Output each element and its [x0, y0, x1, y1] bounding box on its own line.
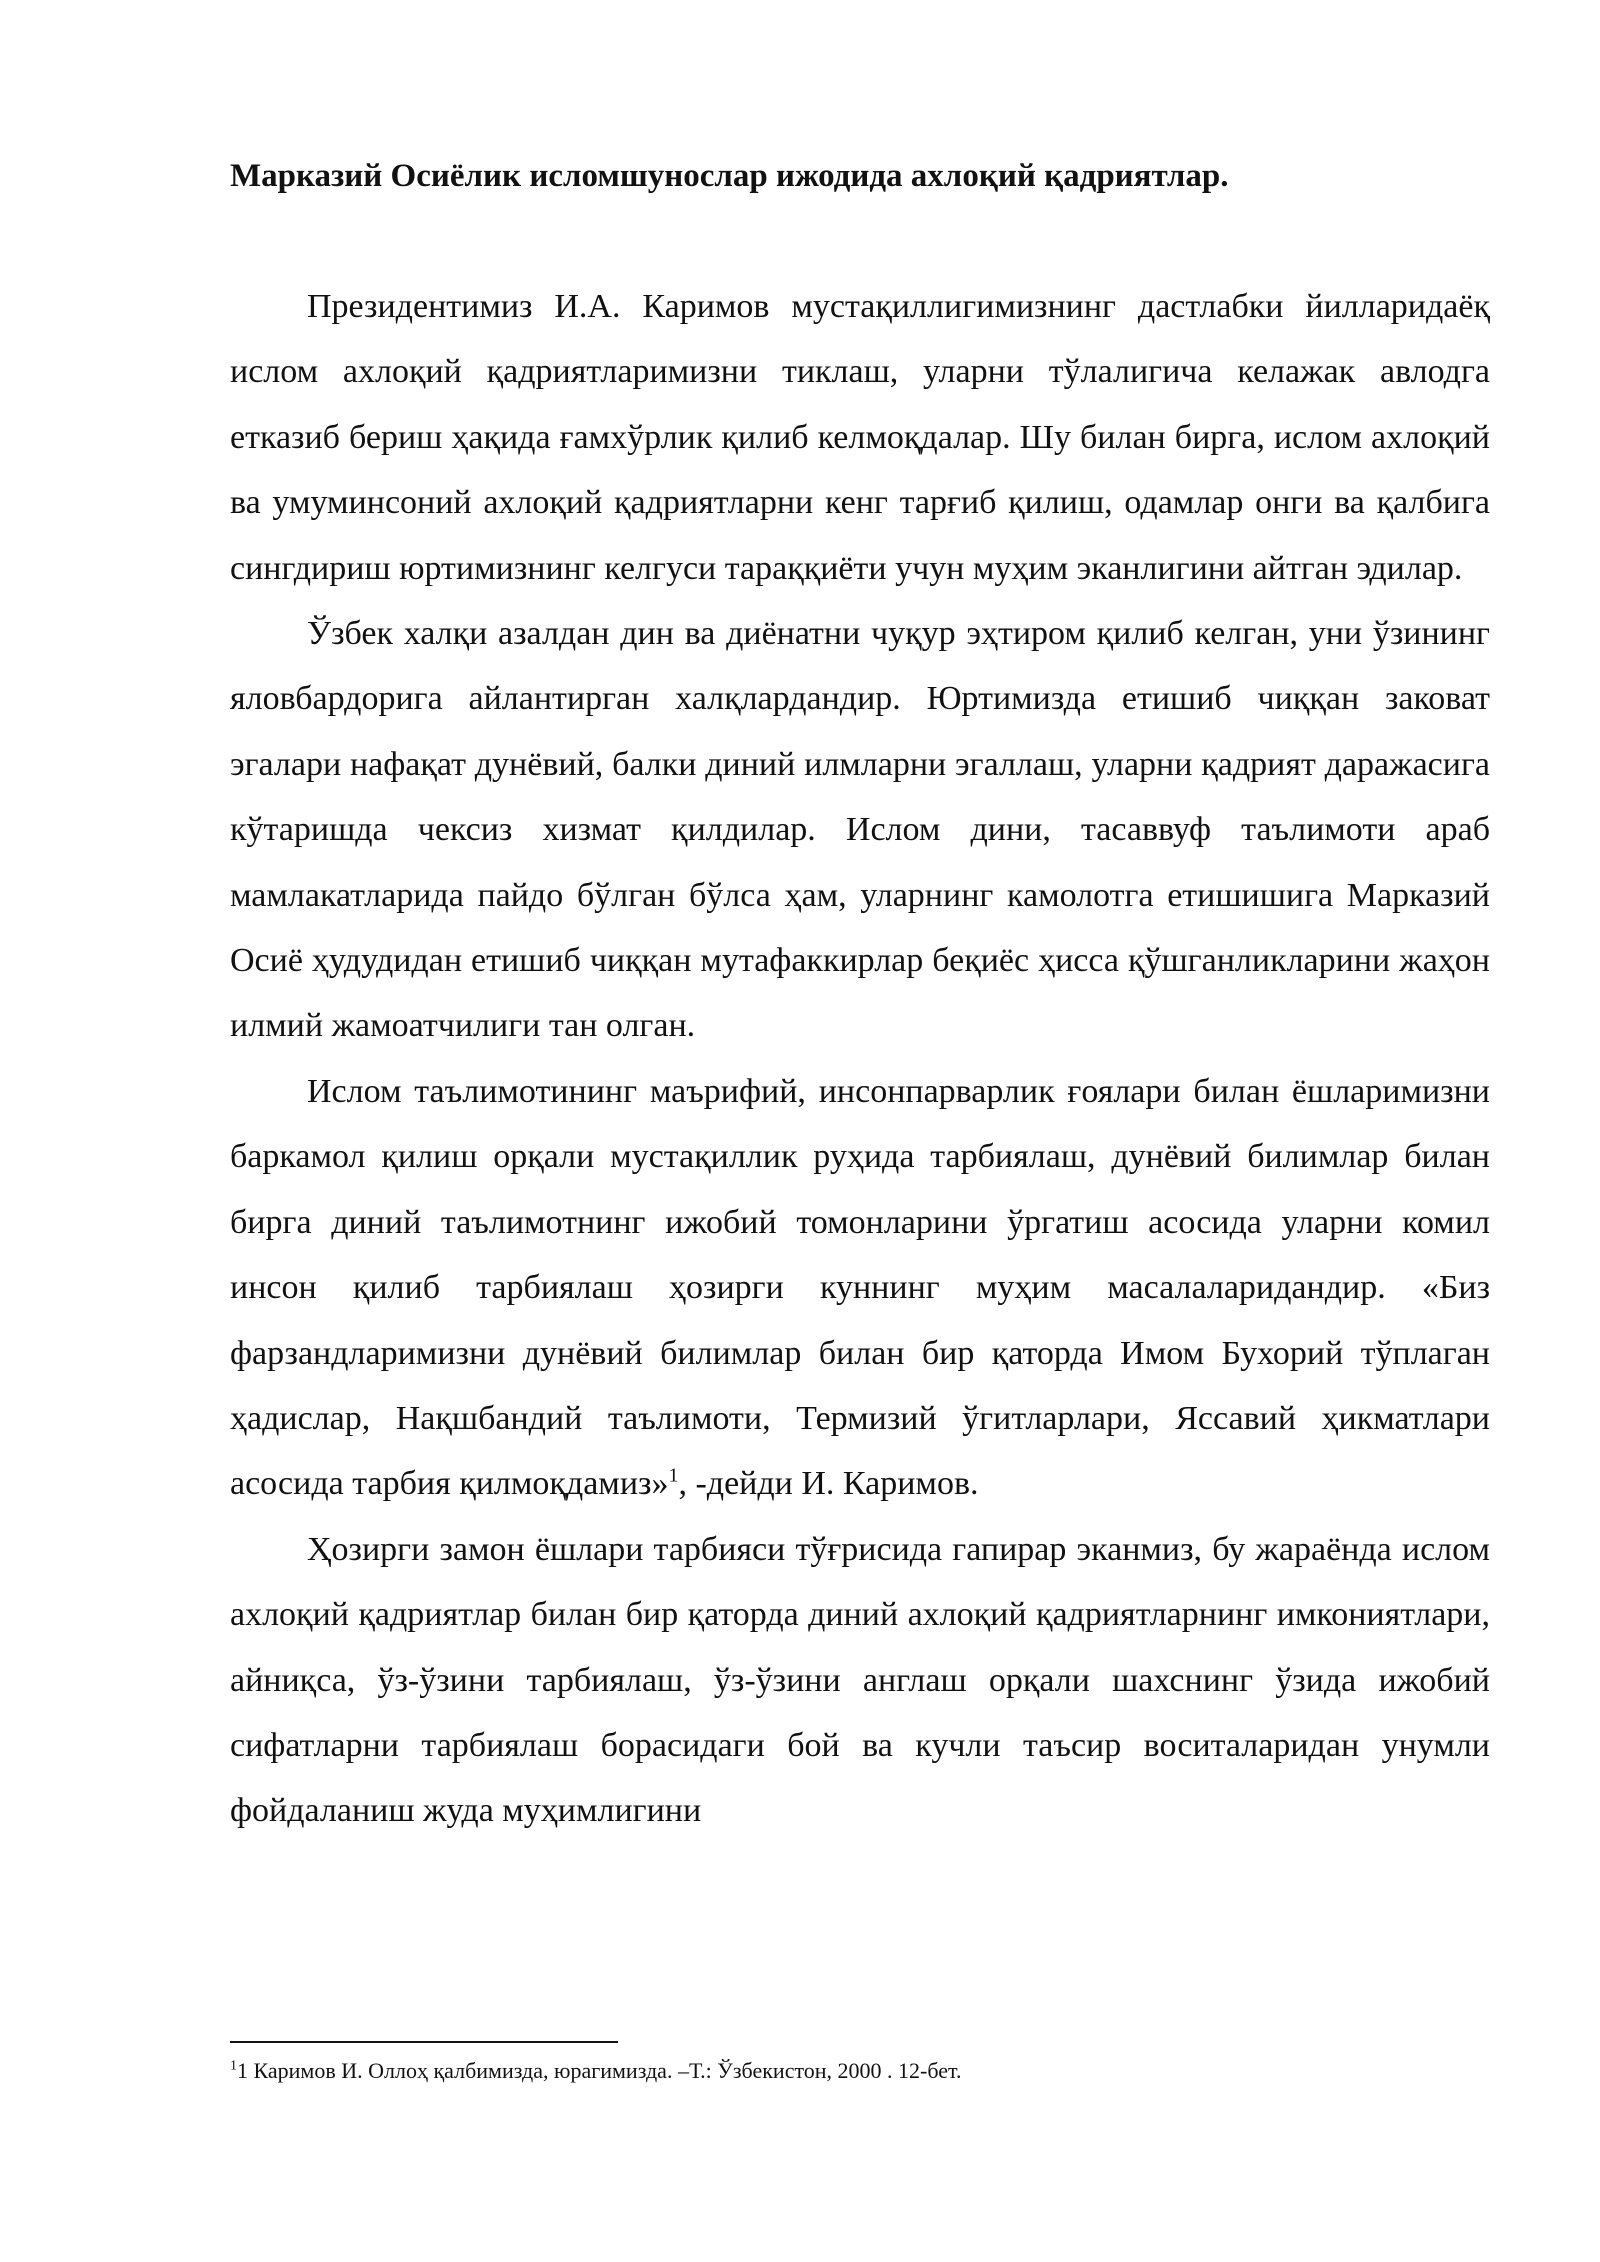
footnote-reference[interactable]: 1 — [668, 1464, 679, 1487]
paragraph-2: Ўзбек халқи азалдан дин ва диёнатни чуқур эҳтиром қилиб келган, уни ўзининг яловбардорига айлантирган халқлардандир. Юртимизда етишиб чиққан заковат эгалари нафақат дунёвий, балки диний илмларни эгаллаш, уларни қадрият даражасига кўтаришда чексиз хизмат қилдилар. Ислом дини, тасаввуф таълимоти араб мамлакатларида пайдо бўлган бўлса ҳам, уларнинг камолотга етишишига Марказий Осиё ҳудудидан етишиб чиққан мутафаккирлар беқиёс ҳисса қўшганликларини жаҳон илмий жамоатчилиги тан олган. — [230, 615, 1490, 1045]
paragraph-3-text: Ислом таълимотининг маърифий, инсонпарварлик ғоялари билан ёшларимизни баркамол қилиш орқали мустақиллик руҳида тарбиялаш, дунёвий билимлар билан бирга диний таълимотнинг ижобий томонларини ўргатиш асосида уларни комил инсон қилиб тарбиялаш ҳозирги куннинг муҳим масалаларидандир. «Биз фарзандларимизни дунёвий билимлар билан бир қаторда Имом Бухорий тўплаган ҳадислар, Нақшбандий таълимоти, Термизий ўгитларлари, Яссавий ҳикматлари асосида тарбия қилмоқдамиз» — [230, 1072, 1490, 1503]
paragraph-1: Президентимиз И.А. Каримов мустақиллигимизнинг дастлабки йилларидаёқ ислом ахлоқий қадриятларимизни тиклаш, уларни тўлалигича келажак авлодга етказиб бериш ҳақида ғамхўрлик қилиб келмоқдалар. Шу билан бирга, ислом ахлоқий ва умуминсоний ахлоқий қадриятларни кенг тарғиб қилиш, одамлар онги ва қалбига сингдириш юртимизнинг келгуси тараққиёти учун муҳим эканлигини айтган эдилар. — [230, 288, 1490, 587]
body-text — [230, 274, 1490, 1844]
footnote-text: 1 Каримов И. Оллоҳ қалбимизда, юрагимизда. –Т.: Ўзбекистон, 2000 . 12-бет. — [237, 2058, 962, 2083]
footnote-separator — [230, 2041, 618, 2043]
footnote-marker: 1 — [230, 2058, 237, 2074]
paragraph-3-tail: , -дейди И. Каримов. — [678, 1465, 979, 1503]
footnote — [230, 2056, 1490, 2086]
paragraph-3 — [230, 1059, 1490, 1517]
paragraph-4: Ҳозирги замон ёшлари тарбияси тўғрисида гапирар эканмиз, бу жараёнда ислом ахлоқий қадриятлар билан бир қаторда диний ахлоқий қадриятларнинг имкониятлари, айниқса, ўз-ўзини тарбиялаш, ўз-ўзини англаш орқали шахснинг ўзида ижобий сифатларни тарбиялаш борасидаги бой ва кучли таъсир воситаларидан унумли фойдаланиш жуда муҳимлигини — [230, 1530, 1490, 1830]
document-title: Марказий Осиёлик исломшунослар ижодида ахлоқий қадриятлар. — [230, 158, 1229, 194]
